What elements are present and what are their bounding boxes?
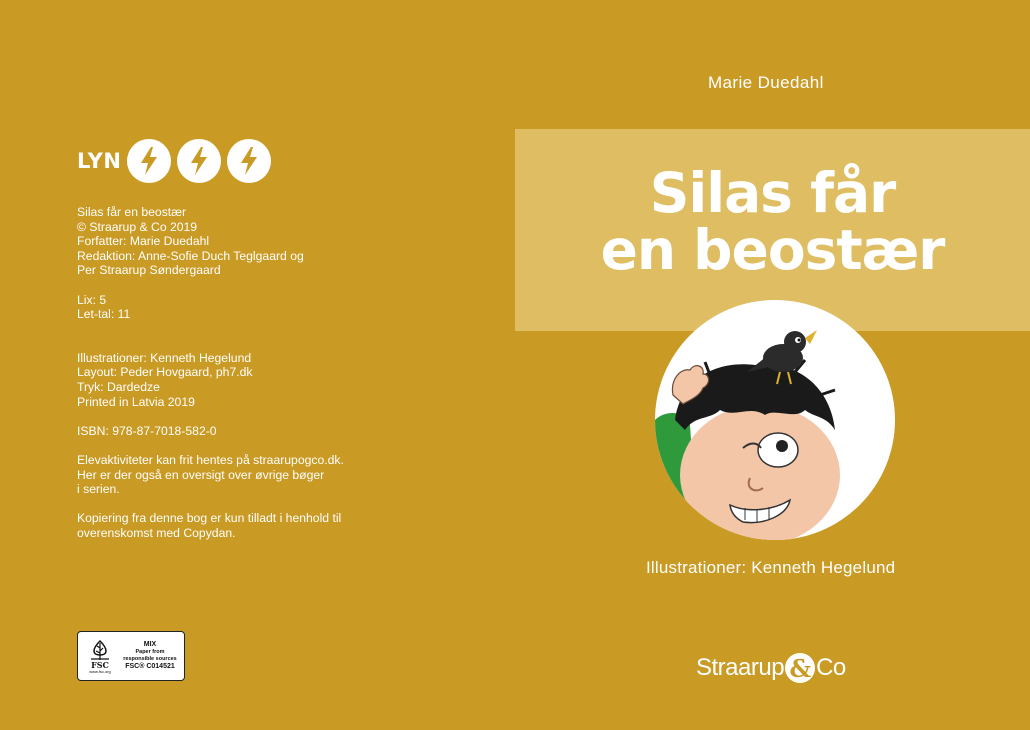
colophon-illustrations: Illustrationer: Kenneth Hegelund (77, 350, 252, 365)
publisher-name-left: Straarup (696, 654, 785, 681)
level-label: LYN (77, 149, 122, 173)
colophon-copying: Kopiering fra denne bog er kun tilladt i henhold til (77, 511, 342, 526)
colophon-lix: Lix: 5 (77, 292, 107, 307)
publisher-name-right: Co (816, 654, 846, 681)
colophon-printed: Printed in Latvia 2019 (77, 394, 195, 409)
cover-illustrator: Illustrationer: Kenneth Hegelund (646, 558, 896, 577)
bolt-icon (227, 139, 271, 183)
fsc-logo-text: FSC (91, 659, 109, 670)
fsc-label (77, 631, 185, 681)
colophon-activities: Elevaktiviteter kan frit hentes på straarupogco.dk. (77, 452, 344, 467)
colophon-editors: Redaktion: Anne-Sofie Duch Teglgaard og (77, 248, 304, 263)
colophon-copyright: © Straarup & Co 2019 (77, 219, 198, 234)
fsc-logo (81, 639, 119, 674)
fsc-tree-icon (88, 639, 112, 661)
fsc-url: www.fsc.org (89, 668, 111, 674)
fsc-mix: MIX (143, 641, 157, 648)
publisher-logo (696, 653, 846, 683)
title-line-2: en beostær (600, 218, 945, 282)
fsc-code: FSC® C014521 (125, 663, 175, 670)
reading-level (77, 139, 277, 183)
cover-illustration (655, 300, 895, 540)
bolt-icon (177, 139, 221, 183)
colophon-author: Forfatter: Marie Duedahl (77, 234, 210, 249)
colophon-print: Tryk: Dardedze (77, 379, 160, 394)
ampersand-icon: & (785, 653, 815, 683)
fsc-line2: responsible sources (123, 655, 177, 662)
colophon-title: Silas får en beostær (77, 205, 187, 219)
colophon-layout: Layout: Peder Hovgaard, ph7.dk (77, 365, 253, 380)
boy-with-bird-illustration (655, 300, 895, 540)
fsc-line1: Paper from (135, 649, 165, 655)
book-title (515, 129, 1030, 282)
colophon (77, 205, 344, 540)
title-line-1: Silas får (649, 161, 896, 225)
colophon-editors-cont: Per Straarup Søndergaard (77, 263, 221, 278)
bolt-icon (127, 139, 171, 183)
colophon-copying-cont: overenskomst med Copydan. (77, 525, 236, 540)
colophon-isbn: ISBN: 978-87-7018-582-0 (77, 423, 217, 438)
colophon-activities-cont: Her er der også en oversigt over øvrige bøger (77, 467, 325, 482)
colophon-activities-end: i serien. (77, 482, 120, 497)
cover-author: Marie Duedahl (708, 73, 824, 92)
colophon-let-tal: Let-tal: 11 (77, 307, 131, 322)
